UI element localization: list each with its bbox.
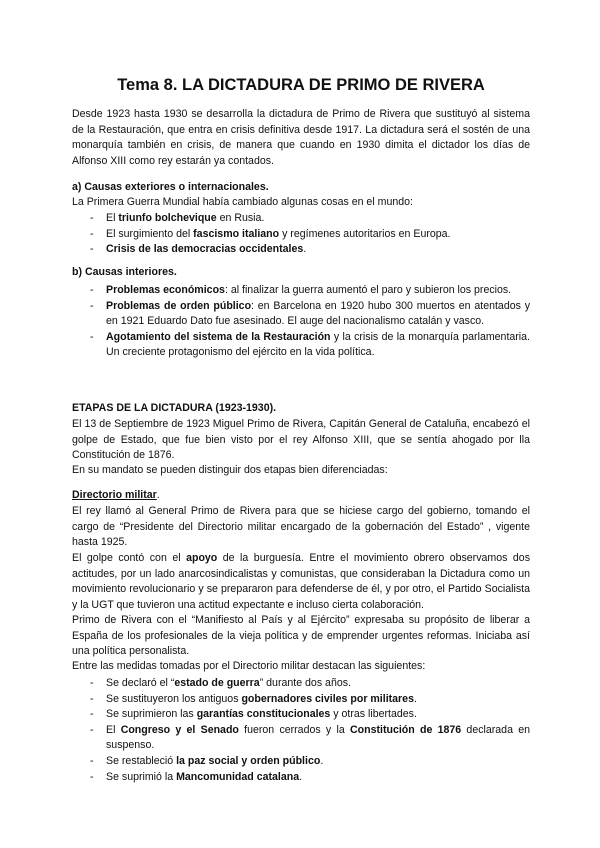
page-title: Tema 8. LA DICTADURA DE PRIMO DE RIVERA — [117, 76, 485, 94]
list-item: - Crisis de las democracias occidentales. — [90, 243, 307, 256]
directorio-paragraph-2: El golpe contó con el apoyo de la burguesía. Entre el movimiento obrero observamos dos actitudes, por un lado anarcosindicalistas y comunistas, que consideraban la Dictadura como un movimiento revolucionario y se prepararon para defenderse de él, y por otro, el Partido Socialista y la UGT que tuvieron una actitud expectante e incluso cierta colaboración. — [72, 552, 530, 611]
list-item: - El surgimiento del fascismo italiano y regímenes autoritarios en Europa. — [90, 227, 451, 240]
etapas-heading: ETAPAS DE LA DICTADURA (1923-1930). — [72, 402, 277, 414]
directorio-lead: Entre las medidas tomadas por el Directorio militar destacan las siguientes: — [72, 660, 426, 672]
directorio-paragraph-3: Primo de Rivera con el “Manifiesto al País y al Ejército” expresaba su propósito de liberar a España de los profesionales de la vieja política y de emprender urgentes reformas. Iniciaba así una política personalista. — [72, 614, 530, 658]
list-item: - Se suprimieron las garantías constitucionales y otras libertades. — [90, 708, 417, 721]
list-item: - Agotamiento del sistema de la Restauración y la crisis de la monarquía parlamentaria. Un creciente protagonismo del ejército en la vida política. — [90, 330, 530, 359]
list-item: - El Congreso y el Senado fueron cerrados y la Constitución de 1876 declarada en suspenso. — [90, 723, 530, 752]
list-item: - Problemas económicos: al finalizar la guerra aumentó el paro y subieron los precios. — [90, 284, 512, 296]
list-item: - El triunfo bolchevique en Rusia. — [90, 212, 265, 224]
section-b-heading: b) Causas interiores. — [72, 266, 177, 278]
intro-paragraph: Desde 1923 hasta 1930 se desarrolla la dictadura de Primo de Rivera que sustituyó al sistema de la Restauración, que entra en crisis definitiva desde 1917. La dictadura será el sostén de una monarquía también en crisis, de manera que cuando en 1930 dimita el dictador los días de Alfonso XIII como rey estarán ya contados. — [72, 108, 530, 167]
list-item: - Problemas de orden público: en Barcelona en 1920 hubo 300 muertos en atentados y en 1921 Eduardo Dato fue asesinado. El auge del nacionalismo catalán y vasco. — [90, 299, 531, 328]
list-item: - Se sustituyeron los antiguos gobernadores civiles por militares. — [90, 692, 417, 705]
list-item: - Se declaró el “estado de guerra” durante dos años. — [90, 677, 351, 689]
section-a-heading: a) Causas exteriores o internacionales. — [72, 181, 269, 193]
list-item: - Se restableció la paz social y orden público. — [90, 754, 324, 767]
directorio-heading: Directorio militar. — [72, 489, 160, 501]
section-b-list — [72, 283, 530, 361]
etapas-line: En su mandato se pueden distinguir dos etapas bien diferenciadas: — [72, 464, 388, 476]
section-a-lead: La Primera Guerra Mundial había cambiado algunas cosas en el mundo: — [72, 196, 413, 208]
section-a-list — [72, 211, 530, 258]
list-item: - Se suprimió la Mancomunidad catalana. — [90, 770, 303, 783]
directorio-list — [72, 676, 530, 785]
etapas-paragraph: El 13 de Septiembre de 1923 Miguel Primo de Rivera, Capitán General de Cataluña, encabezó el golpe de Estado, que fue bien visto por el rey Alfonso XIII, que se sentía ahogado por lla Constitución de 1876. — [72, 418, 530, 462]
directorio-paragraph-1: El rey llamó al General Primo de Rivera para que se hiciese cargo del gobierno, tomando el cargo de “Presidente del Directorio militar encargado de la gobernación del Estado” , vigente hasta 1925. — [72, 505, 530, 549]
